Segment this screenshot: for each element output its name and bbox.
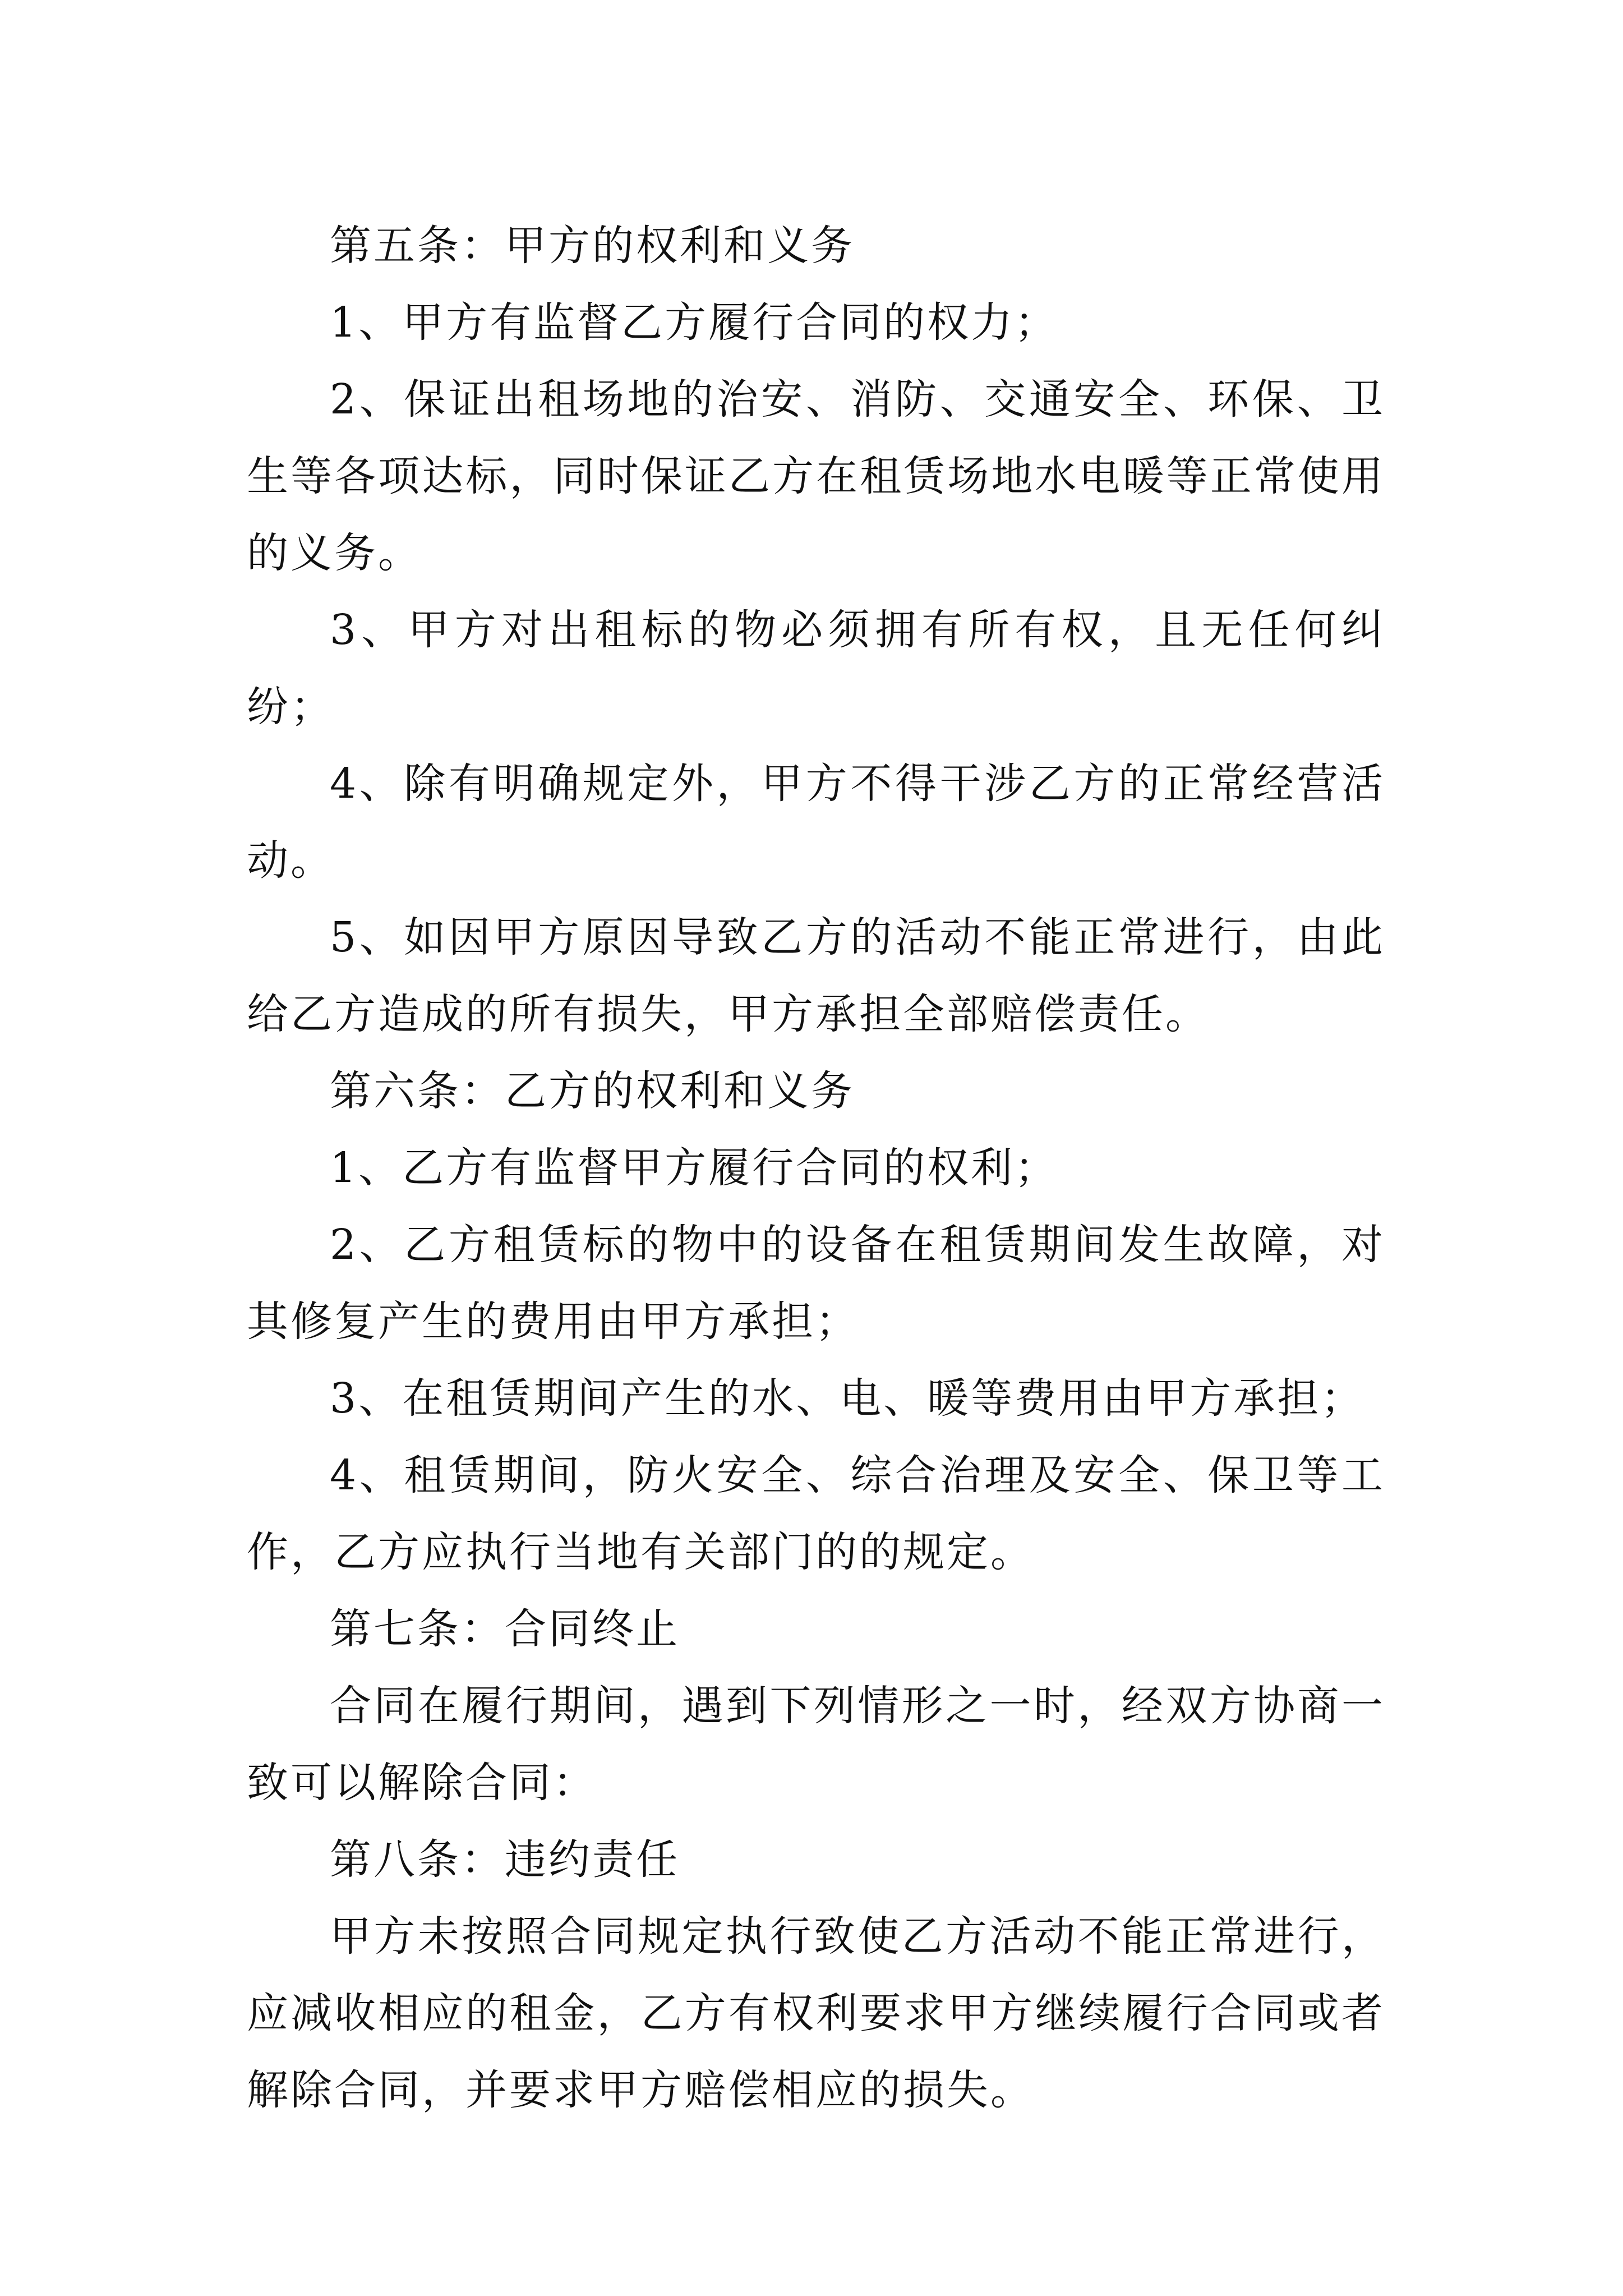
article-7-heading: 第七条：合同终止	[330, 1605, 680, 1653]
contract-body	[247, 208, 1385, 2129]
article-5-item-5: 5、如因甲方原因导致乙方的活动不能正常进行，由此给乙方造成的所有损失，甲方承担全部赔偿责任。	[247, 913, 1385, 1038]
article-5-item-3: 3、甲方对出租标的物必须拥有所有权，且无任何纠纷；	[247, 606, 1385, 731]
article-6-item-3: 3、在租赁期间产生的水、电、暖等费用由甲方承担；	[330, 1374, 1365, 1423]
article-5-heading: 第五条：甲方的权利和义务	[330, 222, 855, 270]
article-8-heading: 第八条：违约责任	[330, 1835, 680, 1884]
article-5-item-1: 1、甲方有监督乙方履行合同的权力；	[330, 298, 1059, 347]
article-7-body: 合同在履行期间，遇到下列情形之一时，经双方协商一致可以解除合同：	[247, 1682, 1385, 1807]
article-6-item-4: 4、租赁期间，防火安全、综合治理及安全、保卫等工作，乙方应执行当地有关部门的的规定。	[247, 1451, 1385, 1576]
article-6-item-1: 1、乙方有监督甲方履行合同的权利；	[330, 1144, 1059, 1192]
article-6-item-2: 2、乙方租赁标的物中的设备在租赁期间发生故障，对其修复产生的费用由甲方承担；	[247, 1221, 1385, 1346]
article-5-item-2: 2、保证出租场地的治安、消防、交通安全、环保、卫生等各项达标，同时保证乙方在租赁场地水电暖等正常使用的义务。	[247, 375, 1385, 577]
article-6-heading: 第六条：乙方的权利和义务	[330, 1067, 855, 1115]
article-5-item-4: 4、除有明确规定外，甲方不得干涉乙方的正常经营活动。	[247, 760, 1385, 885]
article-8-body: 甲方未按照合同规定执行致使乙方活动不能正常进行，应减收相应的租金，乙方有权利要求甲方继续履行合同或者解除合同，并要求甲方赔偿相应的损失。	[247, 1912, 1385, 2114]
